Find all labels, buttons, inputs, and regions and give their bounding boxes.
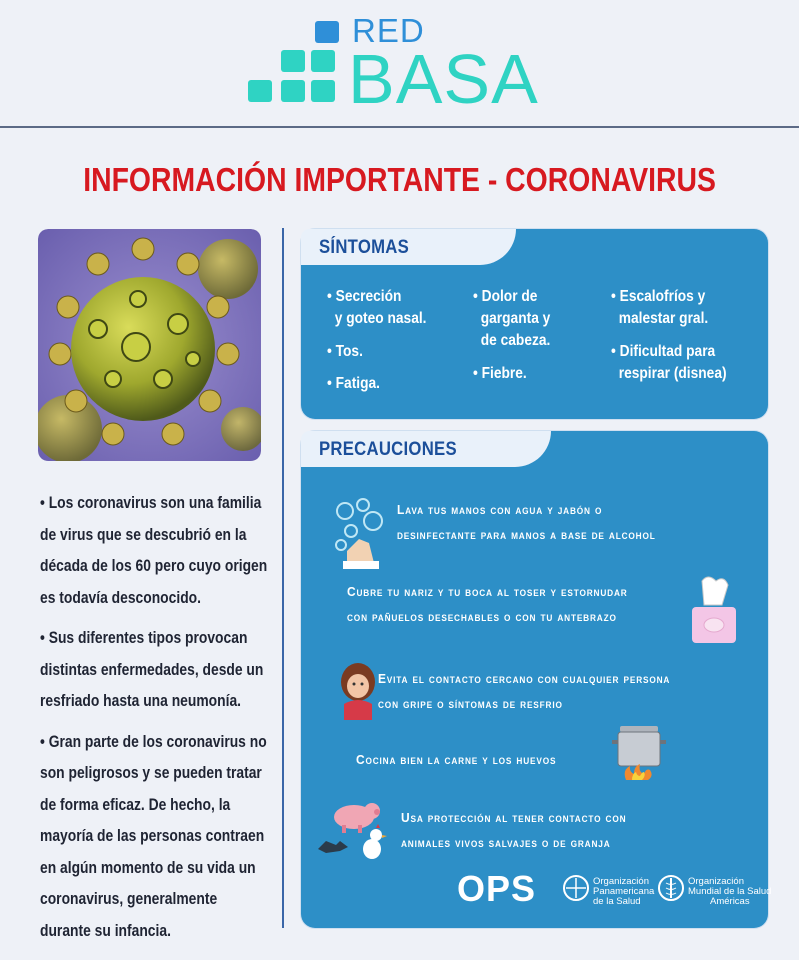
logo-text-basa: BASA: [348, 40, 539, 118]
farm-animals-icon: [316, 797, 396, 867]
blocks-logo-icon: [244, 18, 344, 112]
who-org-name: Organización Mundial de la Salud Américas: [688, 876, 772, 907]
precaution-4-text: Cocina bien la carne y los huevos: [356, 752, 557, 767]
paragraph-origin: • Los coronavirus son una familia de virus que se descubrió en la década de los 60 pero cuyo origen es todavía desconocido.: [40, 494, 268, 607]
tissue-box-icon: [688, 575, 740, 647]
sintomas-header-label: SÍNTOMAS: [319, 237, 410, 258]
ops-logo: OPS: [457, 868, 537, 909]
logo-text-red: RED: [352, 12, 425, 49]
precaution-2-text: Cubre tu nariz y tu boca al toser y estornudar con pañuelos desechables o con tu antebrazo: [347, 584, 628, 624]
hand-washing-icon: [333, 497, 385, 569]
paho-org-name: Organización Panamericana de la Salud: [593, 876, 655, 907]
column-divider: [282, 228, 284, 928]
left-description: [40, 488, 288, 956]
precaution-5-text: Usa protección al tener contacto con animales vivos salvajes o de granja: [401, 810, 627, 850]
paragraph-types: • Sus diferentes tipos provocan distintas enfermedades, desde un resfriado hasta una neumonía.: [40, 629, 264, 710]
sick-girl-icon: [338, 660, 378, 720]
symptom-fiebre: • Fiebre.: [473, 365, 527, 382]
precauciones-header: [301, 431, 551, 467]
symptom-dificultad: • Dificultad para respirar (disnea): [611, 343, 727, 382]
coronavirus-illustration: [38, 229, 261, 461]
header-divider: [0, 126, 799, 128]
symptom-secrecion: • Secreción y goteo nasal.: [327, 288, 427, 327]
symptom-escalofrios: • Escalofríos y malestar gral.: [611, 288, 709, 327]
symptom-tos: • Tos.: [327, 343, 363, 360]
paragraph-treatment: • Gran parte de los coronavirus no son peligrosos y se pueden tratar de forma eficaz. De hecho, la mayoría de las personas contraen en algún momento de su vida un coronavirus, generalmente durante su infancia.: [40, 732, 267, 940]
who-emblem-icon: [657, 874, 685, 902]
sintomas-panel: [301, 229, 768, 419]
precaution-1-text: Lava tus manos con agua y jabón o desinfectante para manos a base de alcohol: [397, 502, 656, 542]
precauciones-header-label: PRECAUCIONES: [319, 439, 457, 460]
sintomas-header: [301, 229, 516, 265]
cooking-pot-icon: [612, 722, 666, 786]
paho-emblem-icon: [562, 874, 590, 902]
symptom-fatiga: • Fatiga.: [327, 375, 380, 392]
page-title: INFORMACIÓN IMPORTANTE - CORONAVIRUS: [83, 161, 716, 198]
precaution-3-text: Evita el contacto cercano con cualquier persona con gripe o síntomas de resfrio: [378, 671, 671, 711]
symptom-dolor: • Dolor de garganta y de cabeza.: [473, 288, 551, 349]
